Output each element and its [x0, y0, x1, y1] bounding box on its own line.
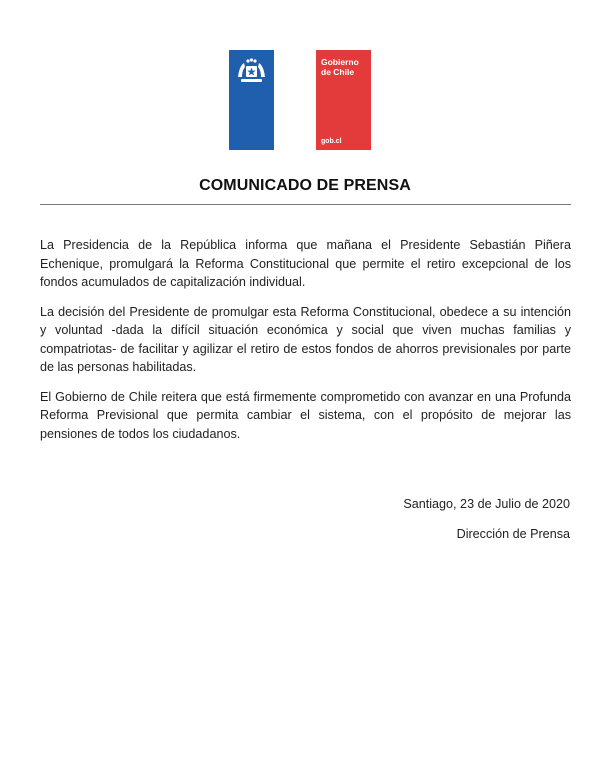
document-body	[40, 236, 571, 454]
document-title: COMUNICADO DE PRENSA	[199, 177, 411, 194]
brand-text	[321, 57, 369, 77]
coat-of-arms-icon	[235, 57, 268, 85]
title-divider	[40, 204, 571, 205]
paragraph-1: La Presidencia de la República informa que mañana el Presidente Sebastián Piñera Echenique, promulgará la Reforma Constitucional que permite el retiro excepcional de los fondos acumulados de capitalización individual.	[40, 238, 571, 289]
chile-coat-of-arms-logo	[229, 50, 274, 150]
paragraph-2: La decisión del Presidente de promulgar esta Reforma Constitucional, obedece a su intención y voluntad -dada la difícil situación económica y social que viven muchas familias y compatriotas- de facilitar y agilizar el retiro de estos fondos de ahorros previsionales por parte de las personas habilitadas.	[40, 304, 571, 374]
paragraph-3: El Gobierno de Chile reitera que está firmemente comprometido con avanzar en una Profunda Reforma Previsional que permita cambiar el sistema, con el propósito de mejorar las pensiones de todos los ciudadanos.	[40, 389, 571, 441]
date-line: Santiago, 23 de Julio de 2020	[403, 497, 570, 511]
gobierno-de-chile-logo	[316, 50, 371, 150]
brand-site: gob.cl	[321, 138, 342, 145]
brand-line-2: de Chile	[321, 67, 355, 77]
department-line: Dirección de Prensa	[456, 527, 570, 541]
brand-line-1: Gobierno	[321, 57, 359, 67]
header-logos	[229, 50, 371, 150]
